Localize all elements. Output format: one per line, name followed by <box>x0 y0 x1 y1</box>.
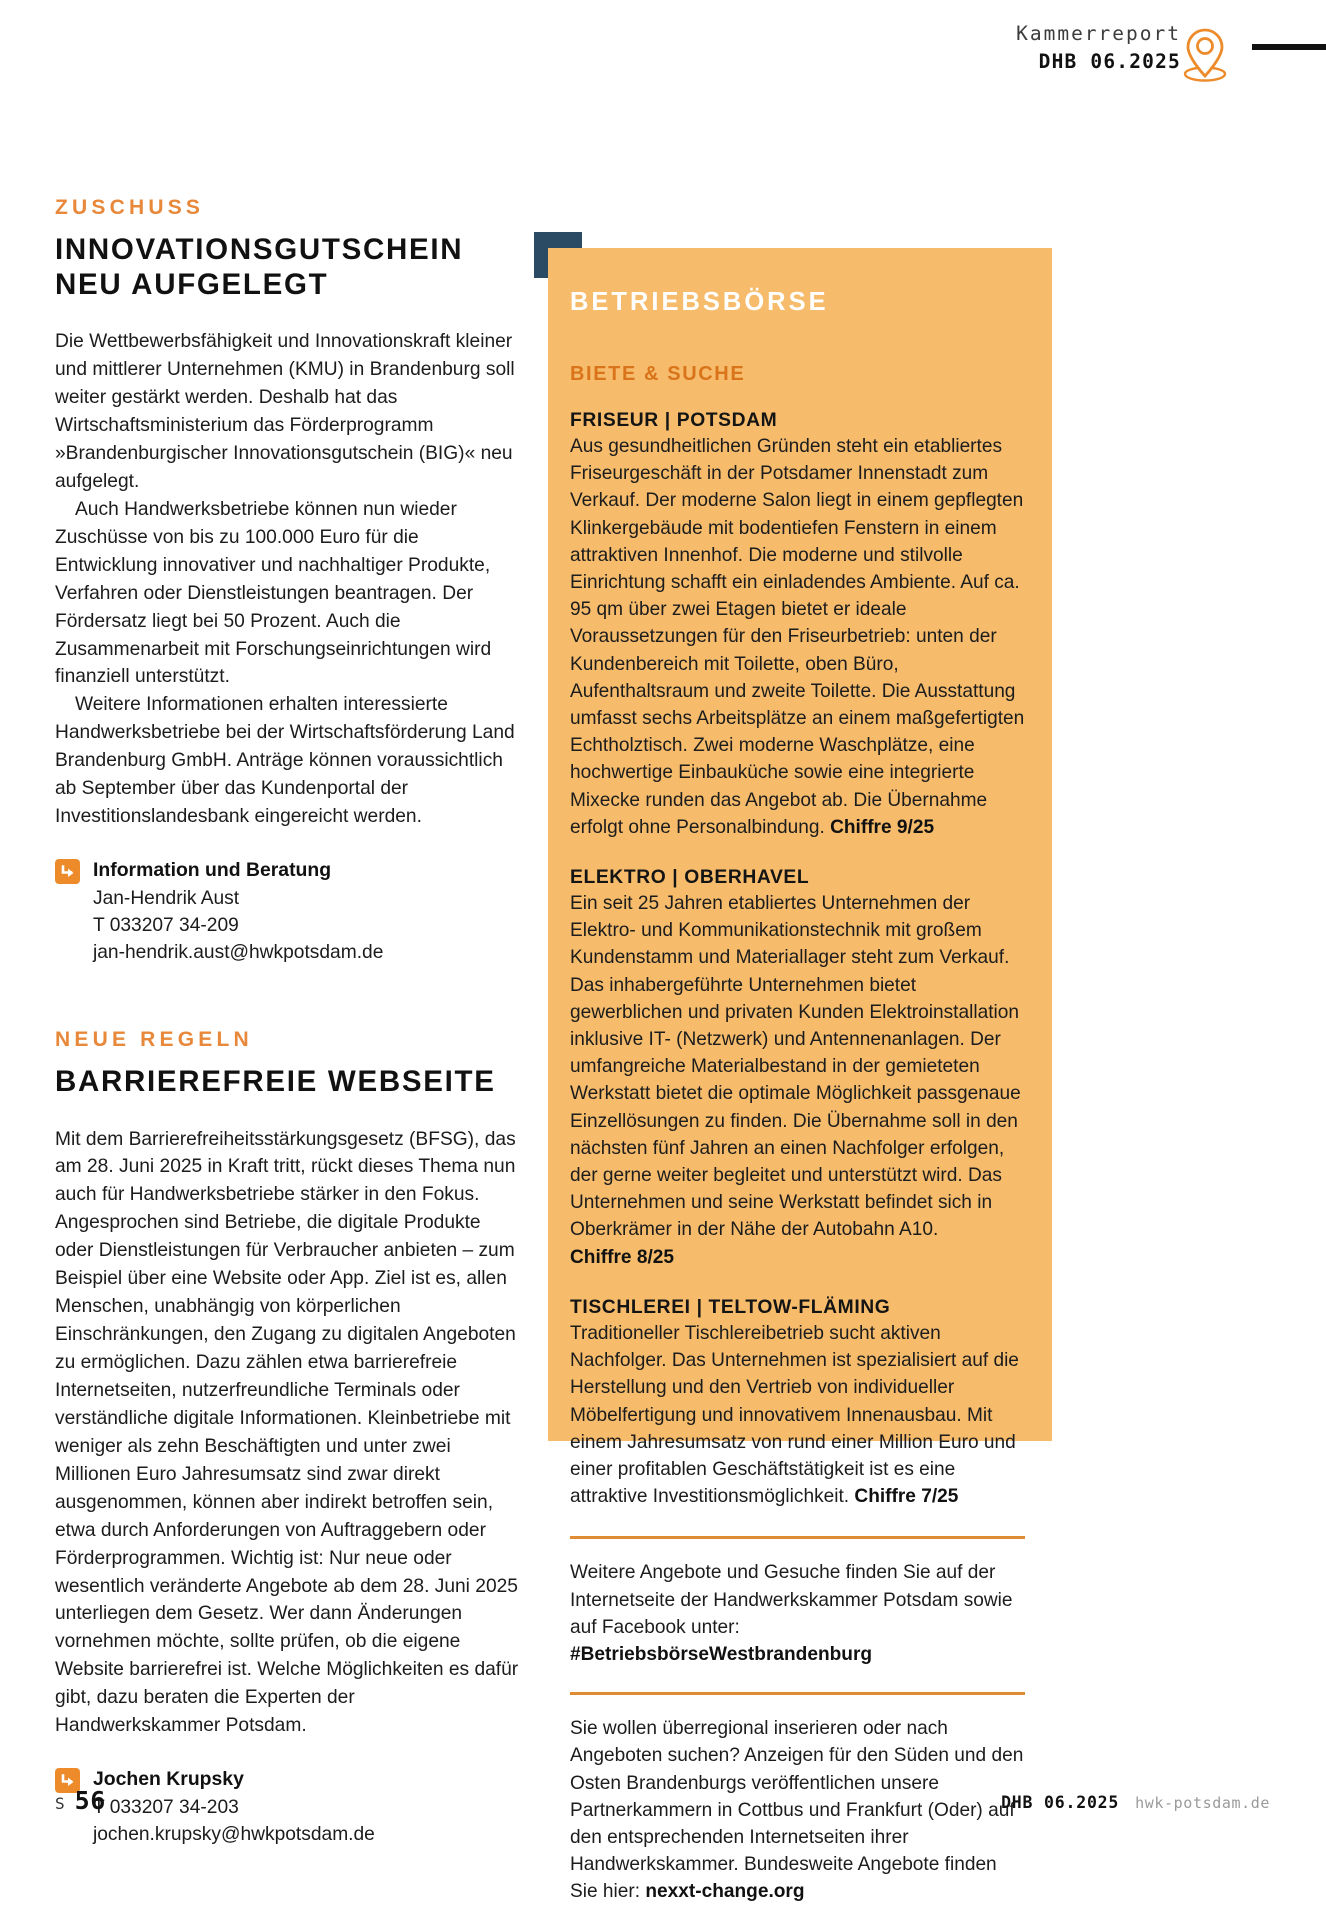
article2-headline <box>55 1064 519 1099</box>
panel-note-2-text: Sie wollen überregional inserieren oder nach Angeboten suchen? Anzeigen für den Süden und den Osten Brandenburgs veröffentlichen unsere Partnerkammern in Cottbus und Frankfurt (Oder) auf den entsprechenden Internetseiten ihrer Handwerkskammer. Bundesweite Angebote finden Sie hier: <box>570 1718 1024 1903</box>
footer-page-prefix: S <box>55 1794 66 1813</box>
article2-contact-email[interactable]: jochen.krupsky@hwkpotsdam.de <box>93 1823 375 1845</box>
listing-body <box>570 890 1025 1271</box>
panel-note-2 <box>570 1715 1025 1905</box>
listing-item <box>570 867 1025 1271</box>
facebook-hashtag[interactable]: #BetriebsbörseWestbrandenburg <box>570 1643 873 1665</box>
listing-body <box>570 433 1025 841</box>
article2-contact-title: Jochen Krupsky <box>93 1768 244 1791</box>
panel-subtitle: BIETE & SUCHE <box>570 363 746 385</box>
listing-item <box>570 410 1025 841</box>
listing-chiffre: Chiffre 9/25 <box>830 816 935 838</box>
article1-headline-line2: NEU AUFGELEGT <box>55 268 329 302</box>
article1-headline <box>55 232 519 302</box>
page-header <box>726 22 1326 92</box>
article1-paragraph-3: Weitere Informationen erhalten interessierte Handwerksbetriebe bei der Wirtschaftsförderung Land Brandenburg GmbH. Anträge können voraussichtlich ab September über das Kundenportal der Investitionslandesbank eingereicht werden. <box>55 694 515 828</box>
footer-meta <box>1001 1793 1270 1812</box>
panel-divider <box>570 1536 1025 1539</box>
article2-headline-line1: BARRIEREFREIE WEBSEITE <box>55 1065 496 1099</box>
article2-body <box>55 1126 519 1741</box>
listing-body-text: Aus gesundheitlichen Gründen steht ein etabliertes Friseurgeschäft in der Potsdamer Innenstadt zum Verkauf. Der moderne Salon liegt in einem gepflegten Klinkergebäude mit bodentiefen Fenstern in einem attraktiven Innenhof. Die moderne und stilvolle Einrichtung schafft ein einladendes Ambiente. Auf ca. 95 qm über zwei Etagen bietet er ideale Voraussetzungen für den Friseurbetrieb: unten der Kundenbereich mit Toilette, oben Büro, Aufenthaltsraum und zweite Toilette. Die Ausstattung umfasst sechs Arbeitsplätze an einem maßgefertigten Echtholztisch. Zwei moderne Waschplätze, eine hochwertige Einbauküche sowie eine integrierte Mixecke runden das Angebot ab. Die Übernahme erfolgt ohne Personalbindung. <box>570 436 1025 838</box>
panel-note-1 <box>570 1559 1025 1668</box>
article1-paragraph-2: Auch Handwerksbetriebe können nun wieder Zuschüsse von bis zu 100.000 Euro für die Entwicklung innovativer und nachhaltiger Produkte, Verfahren oder Dienstleistungen beantragen. Der Fördersatz liegt bei 50 Prozent. Auch die Zusammenarbeit mit Forschungseinrichtungen wird finanziell unterstützt. <box>55 498 492 688</box>
panel-title: BETRIEBSBÖRSE <box>570 288 829 316</box>
publication-name: Kammerreport <box>1016 22 1181 45</box>
betriebsboerse-panel <box>548 248 1052 1903</box>
footer-page-indicator <box>55 1786 106 1815</box>
article1-contact-phone: T 033207 34-209 <box>93 914 239 936</box>
header-text-group <box>1016 22 1181 76</box>
article2-contact-phone: T 033207 34-203 <box>93 1796 239 1818</box>
listing-item <box>570 1297 1025 1510</box>
listing-chiffre: Chiffre 7/25 <box>854 1486 959 1508</box>
listing-title: ELEKTRO | OBERHAVEL <box>570 867 810 889</box>
listing-body-text: Traditioneller Tischlereibetrieb sucht aktiven Nachfolger. Das Unternehmen ist spezialisiert auf die Herstellung und den Vertrieb von individueller Möbelfertigung und innovativem Innenausbau. Mit einem Jahresumsatz von rund einer Million Euro und einer profitablen Geschäftstätigkeit ist es eine attraktive Investitionsmöglichkeit. <box>570 1322 1019 1508</box>
issue-label: DHB 06.2025 <box>1038 50 1181 74</box>
footer-page-number: 56 <box>74 1786 106 1815</box>
article1-paragraph-1: Die Wettbewerbsfähigkeit und Innovationskraft kleiner und mittlerer Unternehmen (KMU) in Brandenburg soll weiter gestärkt werden. Deshalb hat das Wirtschaftsministerium das Förderprogramm »Brandenburgischer Innovationsgutschein (BIG)« neu aufgelegt. <box>55 331 515 492</box>
article1-kicker: ZUSCHUSS <box>55 196 205 219</box>
article1-contact-name: Jan-Hendrik Aust <box>93 887 240 909</box>
panel-divider <box>570 1692 1025 1695</box>
article1-contact-email[interactable]: jan-hendrik.aust@hwkpotsdam.de <box>93 942 384 964</box>
article1-headline-line1: INNOVATIONSGUTSCHEIN <box>55 233 464 266</box>
panel-note-1-text: Weitere Angebote und Gesuche finden Sie auf der Internetseite der Handwerkskammer Potsdam sowie auf Facebook unter: <box>570 1562 1013 1638</box>
arrow-down-right-icon <box>55 859 80 884</box>
article-barrierefreie-webseite <box>55 1028 519 1848</box>
listing-title: FRISEUR | POTSDAM <box>570 410 778 431</box>
header-rule <box>1252 44 1326 50</box>
footer-website: hwk-potsdam.de <box>1135 1794 1270 1812</box>
nexxt-change-link[interactable]: nexxt-change.org <box>645 1881 805 1903</box>
section-spacer <box>55 966 519 1028</box>
article2-contact-block <box>55 1766 519 1848</box>
article2-paragraph-1: Mit dem Barrierefreiheitsstärkungsgesetz (BFSG), das am 28. Juni 2025 in Kraft tritt, rückt dieses Thema nun auch für Handwerksbetriebe stärker in den Fokus. Angesprochen sind Betriebe, die digitale Produkte oder Dienstleistungen für Verbraucher anbieten – zum Beispiel über eine Website oder App. Ziel ist es, allen Menschen, unabhängig von körperlichen Einschränkungen, den Zugang zu digitalen Angeboten zu ermöglichen. Dazu zählen etwa barrierefreie Internetseiten, nutzerfreundliche Terminals oder verständliche digitale Informationen. Kleinbetriebe mit weniger als zehn Beschäftigten und unter zwei Millionen Euro Jahresumsatz sind zwar direkt ausgenommen, können aber indirekt betroffen sein, etwa durch Anforderungen von Auftraggebern oder Förderprogrammen. Wichtig ist: Nur neue oder wesentlich veränderte Angebote ab dem 28. Juni 2025 unterliegen dem Gesetz. Wer dann Änderungen vornehmen möchte, sollte prüfen, ob die eigene Website barrierefrei ist. Welche Möglichkeiten es dafür gibt, dazu beraten die Experten der Handwerkskammer Potsdam. <box>55 1128 519 1737</box>
article-innovationsgutschein <box>55 196 519 966</box>
left-column <box>55 196 519 1848</box>
listing-body-text: Ein seit 25 Jahren etabliertes Unternehmen der Elektro- und Kommunikationstechnik mit großem Kundenstamm und Materiallager steht zum Verkauf. Das inhabergeführte Unternehmen bietet gewerblichen und privaten Kunden Elektroinstallation inklusive IT- (Netzwerk) und Antennenanlagen. Der umfangreiche Materialbestand in der gemieteten Werkstatt bietet die optimale Möglichkeit passgenaue Einzellösungen zu finden. Die Übernahme soll in den nächsten fünf Jahren an einen Nachfolger erfolgen, der gerne weiter begleitet und unterstützt wird. Das Unternehmen und seine Werkstatt befindet sich in Oberkrämer in der Nähe der Autobahn A10. <box>570 893 1021 1241</box>
location-pin-icon <box>1182 26 1228 84</box>
article1-body <box>55 328 519 831</box>
footer-issue: DHB 06.2025 <box>1001 1793 1120 1812</box>
listing-chiffre: Chiffre 8/25 <box>570 1246 674 1268</box>
article1-contact-block <box>55 857 519 966</box>
article1-contact-title: Information und Beratung <box>93 859 332 882</box>
listing-body <box>570 1320 1025 1510</box>
article2-kicker: NEUE REGELN <box>55 1028 253 1052</box>
listing-title: TISCHLEREI | TELTOW-FLÄMING <box>570 1296 891 1318</box>
